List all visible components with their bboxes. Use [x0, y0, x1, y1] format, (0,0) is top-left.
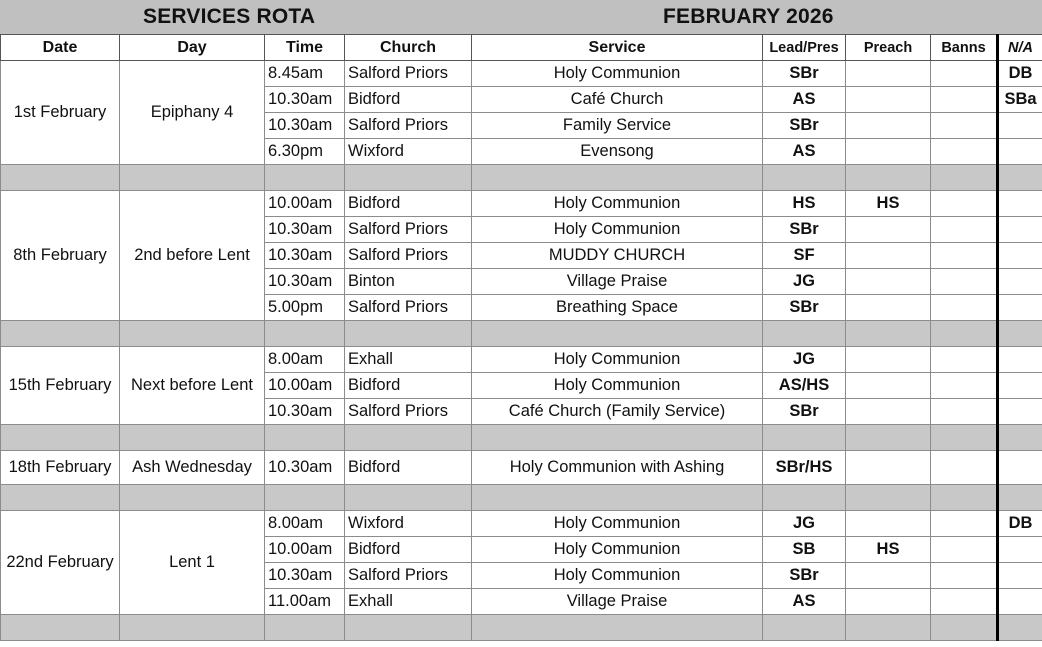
separator-cell [763, 165, 846, 191]
separator-cell [345, 425, 472, 451]
day-cell: Ash Wednesday [120, 451, 265, 485]
lead-pres-cell: JG [763, 347, 846, 373]
preach-cell [846, 347, 931, 373]
column-header-church: Church [345, 35, 472, 61]
separator-cell [120, 321, 265, 347]
na-cell [998, 373, 1042, 399]
day-cell: Lent 1 [120, 511, 265, 615]
lead-pres-cell: SF [763, 243, 846, 269]
separator-cell [120, 615, 265, 641]
separator-cell [931, 485, 998, 511]
service-cell: Holy Communion [472, 563, 763, 589]
separator-cell [472, 615, 763, 641]
separator-cell [846, 321, 931, 347]
service-cell: Breathing Space [472, 295, 763, 321]
service-cell: Holy Communion [472, 217, 763, 243]
banns-cell [931, 347, 998, 373]
separator-cell [1, 321, 120, 347]
service-cell: Holy Communion [472, 191, 763, 217]
lead-pres-cell: JG [763, 511, 846, 537]
church-cell: Bidford [345, 451, 472, 485]
na-cell [998, 269, 1042, 295]
church-cell: Salford Priors [345, 243, 472, 269]
separator-cell [345, 165, 472, 191]
date-cell: 15th February [1, 347, 120, 425]
lead-pres-cell: SBr [763, 61, 846, 87]
separator-cell [1, 485, 120, 511]
church-cell: Bidford [345, 373, 472, 399]
preach-cell [846, 451, 931, 485]
separator-row [1, 485, 1042, 511]
lead-pres-cell: AS [763, 589, 846, 615]
na-cell [998, 243, 1042, 269]
table-row [1, 451, 1042, 485]
header-row [1, 35, 1042, 61]
lead-pres-cell: SBr [763, 295, 846, 321]
separator-cell [265, 321, 345, 347]
separator-cell [472, 485, 763, 511]
church-cell: Bidford [345, 537, 472, 563]
banns-cell [931, 243, 998, 269]
na-cell [998, 563, 1042, 589]
na-cell [998, 191, 1042, 217]
separator-cell [763, 425, 846, 451]
column-header-lead-pres: Lead/Pres [763, 35, 846, 61]
column-header-day: Day [120, 35, 265, 61]
separator-cell [120, 485, 265, 511]
preach-cell [846, 113, 931, 139]
separator-cell [472, 425, 763, 451]
church-cell: Salford Priors [345, 563, 472, 589]
na-cell [998, 113, 1042, 139]
separator-cell [1, 425, 120, 451]
service-cell: Holy Communion [472, 373, 763, 399]
separator-cell [120, 165, 265, 191]
time-cell: 6.30pm [265, 139, 345, 165]
services-rota-table [0, 34, 1042, 641]
separator-cell [345, 615, 472, 641]
lead-pres-cell: SBr [763, 563, 846, 589]
preach-cell [846, 87, 931, 113]
title-banner [0, 0, 1042, 34]
time-cell: 10.30am [265, 87, 345, 113]
preach-cell [846, 243, 931, 269]
lead-pres-cell: AS/HS [763, 373, 846, 399]
church-cell: Wixford [345, 139, 472, 165]
service-cell: Evensong [472, 139, 763, 165]
preach-cell [846, 589, 931, 615]
rota-title: SERVICES ROTA [143, 5, 316, 28]
preach-cell [846, 399, 931, 425]
separator-cell [763, 321, 846, 347]
day-cell: Epiphany 4 [120, 61, 265, 165]
banns-cell [931, 61, 998, 87]
separator-cell [763, 615, 846, 641]
separator-cell [846, 165, 931, 191]
preach-cell [846, 563, 931, 589]
service-cell: Café Church [472, 87, 763, 113]
preach-cell: HS [846, 191, 931, 217]
column-header-service: Service [472, 35, 763, 61]
date-cell: 1st February [1, 61, 120, 165]
lead-pres-cell: SBr [763, 217, 846, 243]
time-cell: 10.30am [265, 243, 345, 269]
na-cell [998, 295, 1042, 321]
table-row [1, 61, 1042, 87]
preach-cell [846, 139, 931, 165]
church-cell: Bidford [345, 191, 472, 217]
banns-cell [931, 511, 998, 537]
preach-cell [846, 61, 931, 87]
service-cell: Holy Communion [472, 537, 763, 563]
separator-cell [846, 425, 931, 451]
separator-cell [472, 321, 763, 347]
column-header-date: Date [1, 35, 120, 61]
date-cell: 8th February [1, 191, 120, 321]
time-cell: 10.30am [265, 269, 345, 295]
lead-pres-cell: SBr [763, 399, 846, 425]
time-cell: 10.00am [265, 191, 345, 217]
table-row [1, 511, 1042, 537]
service-cell: Café Church (Family Service) [472, 399, 763, 425]
church-cell: Salford Priors [345, 113, 472, 139]
lead-pres-cell: JG [763, 269, 846, 295]
table-row [1, 347, 1042, 373]
time-cell: 11.00am [265, 589, 345, 615]
separator-cell [998, 321, 1042, 347]
na-cell [998, 537, 1042, 563]
time-cell: 10.30am [265, 451, 345, 485]
church-cell: Exhall [345, 589, 472, 615]
date-cell: 18th February [1, 451, 120, 485]
separator-cell [345, 485, 472, 511]
service-cell: Village Praise [472, 589, 763, 615]
banns-cell [931, 399, 998, 425]
preach-cell: HS [846, 537, 931, 563]
na-cell [998, 139, 1042, 165]
banns-cell [931, 113, 998, 139]
church-cell: Wixford [345, 511, 472, 537]
separator-row [1, 425, 1042, 451]
separator-cell [931, 321, 998, 347]
separator-cell [1, 165, 120, 191]
separator-cell [998, 615, 1042, 641]
separator-cell [846, 485, 931, 511]
banns-cell [931, 563, 998, 589]
banns-cell [931, 269, 998, 295]
column-header-time: Time [265, 35, 345, 61]
rota-body [1, 61, 1042, 641]
date-cell: 22nd February [1, 511, 120, 615]
lead-pres-cell: SB [763, 537, 846, 563]
separator-cell [998, 425, 1042, 451]
time-cell: 8.45am [265, 61, 345, 87]
na-cell [998, 399, 1042, 425]
na-cell [998, 589, 1042, 615]
column-header-na: N/A [998, 35, 1042, 61]
lead-pres-cell: SBr [763, 113, 846, 139]
separator-cell [345, 321, 472, 347]
banns-cell [931, 295, 998, 321]
preach-cell [846, 295, 931, 321]
preach-cell [846, 373, 931, 399]
table-row [1, 191, 1042, 217]
separator-cell [846, 615, 931, 641]
banns-cell [931, 589, 998, 615]
separator-row [1, 321, 1042, 347]
separator-cell [265, 165, 345, 191]
time-cell: 5.00pm [265, 295, 345, 321]
time-cell: 10.00am [265, 537, 345, 563]
separator-cell [931, 165, 998, 191]
service-cell: Holy Communion [472, 347, 763, 373]
preach-cell [846, 511, 931, 537]
separator-cell [998, 165, 1042, 191]
banns-cell [931, 451, 998, 485]
day-cell: Next before Lent [120, 347, 265, 425]
service-cell: Holy Communion [472, 61, 763, 87]
church-cell: Salford Priors [345, 295, 472, 321]
separator-cell [1, 615, 120, 641]
time-cell: 10.30am [265, 399, 345, 425]
banns-cell [931, 217, 998, 243]
column-header-banns: Banns [931, 35, 998, 61]
separator-cell [931, 425, 998, 451]
column-header-preach: Preach [846, 35, 931, 61]
church-cell: Bidford [345, 87, 472, 113]
banns-cell [931, 191, 998, 217]
na-cell [998, 217, 1042, 243]
time-cell: 8.00am [265, 511, 345, 537]
separator-cell [763, 485, 846, 511]
lead-pres-cell: HS [763, 191, 846, 217]
service-cell: MUDDY CHURCH [472, 243, 763, 269]
time-cell: 10.30am [265, 113, 345, 139]
separator-cell [998, 485, 1042, 511]
church-cell: Salford Priors [345, 217, 472, 243]
separator-row [1, 165, 1042, 191]
lead-pres-cell: AS [763, 87, 846, 113]
banns-cell [931, 139, 998, 165]
separator-row [1, 615, 1042, 641]
separator-cell [265, 485, 345, 511]
na-cell: SBa [998, 87, 1042, 113]
service-cell: Holy Communion [472, 511, 763, 537]
church-cell: Salford Priors [345, 399, 472, 425]
time-cell: 10.00am [265, 373, 345, 399]
church-cell: Binton [345, 269, 472, 295]
banns-cell [931, 87, 998, 113]
separator-cell [265, 615, 345, 641]
rota-month: FEBRUARY 2026 [663, 5, 834, 28]
day-cell: 2nd before Lent [120, 191, 265, 321]
church-cell: Exhall [345, 347, 472, 373]
na-cell: DB [998, 511, 1042, 537]
service-cell: Village Praise [472, 269, 763, 295]
separator-cell [931, 615, 998, 641]
banns-cell [931, 537, 998, 563]
time-cell: 8.00am [265, 347, 345, 373]
banns-cell [931, 373, 998, 399]
church-cell: Salford Priors [345, 61, 472, 87]
service-cell: Family Service [472, 113, 763, 139]
separator-cell [265, 425, 345, 451]
lead-pres-cell: AS [763, 139, 846, 165]
na-cell [998, 347, 1042, 373]
preach-cell [846, 269, 931, 295]
na-cell: DB [998, 61, 1042, 87]
service-cell: Holy Communion with Ashing [472, 451, 763, 485]
na-cell [998, 451, 1042, 485]
time-cell: 10.30am [265, 563, 345, 589]
preach-cell [846, 217, 931, 243]
separator-cell [472, 165, 763, 191]
time-cell: 10.30am [265, 217, 345, 243]
lead-pres-cell: SBr/HS [763, 451, 846, 485]
separator-cell [120, 425, 265, 451]
